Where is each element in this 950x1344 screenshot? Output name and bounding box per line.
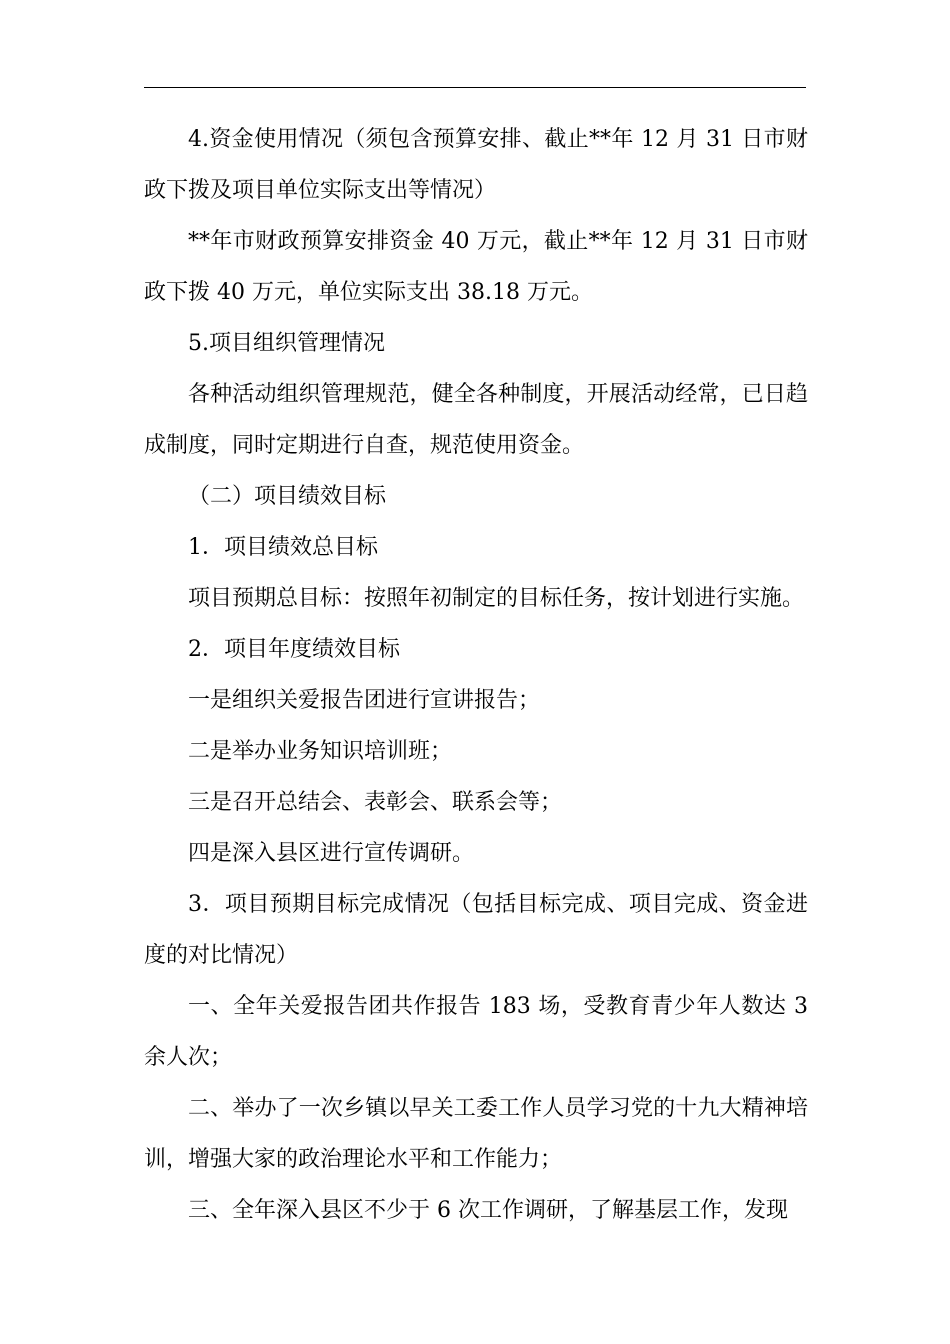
paragraph-completion-heading: 3．项目预期目标完成情况（包括目标完成、项目完成、资金进度的对比情况） bbox=[144, 892, 808, 968]
header-rule bbox=[144, 87, 806, 88]
paragraph-management-detail: 各种活动组织管理规范，健全各种制度，开展活动经常，已日趋成制度，同时定期进行自查，规范使用资金。 bbox=[144, 382, 808, 458]
paragraph-completion-3: 三、全年深入县区不少于 6 次工作调研，了解基层工作，发现 bbox=[188, 1198, 788, 1223]
list-item-goal-3: 三是召开总结会、表彰会、联系会等； bbox=[188, 790, 563, 815]
list-item-goal-4: 四是深入县区进行宣传调研。 bbox=[188, 841, 475, 866]
paragraph-overall-goal-heading: 1．项目绩效总目标 bbox=[188, 535, 378, 560]
list-item-goal-2: 二是举办业务知识培训班； bbox=[188, 739, 453, 764]
paragraph-completion-2: 二、举办了一次乡镇以早关工委工作人员学习党的十九大精神培训，增强大家的政治理论水平和工作能力； bbox=[144, 1096, 808, 1172]
paragraph-completion-1: 一、全年关爱报告团共作报告 183 场，受教育青少年人数达 3 余人次； bbox=[144, 994, 808, 1070]
paragraph-annual-goal-heading: 2．项目年度绩效目标 bbox=[188, 637, 400, 662]
paragraph-overall-goal-detail: 项目预期总目标：按照年初制定的目标任务，按计划进行实施。 bbox=[188, 586, 805, 611]
paragraph-funds-usage-detail: **年市财政预算安排资金 40 万元，截止**年 12 月 31 日市财政下拨 40 万元，单位实际支出 38.18 万元。 bbox=[144, 229, 808, 305]
section-heading-performance-goals: （二）项目绩效目标 bbox=[188, 484, 387, 509]
paragraph-funds-usage-heading: 4.资金使用情况（须包含预算安排、截止**年 12 月 31 日市财政下拨及项目单位实际支出等情况） bbox=[144, 127, 808, 203]
document-body bbox=[144, 114, 808, 1236]
paragraph-management-heading: 5.项目组织管理情况 bbox=[188, 331, 385, 356]
list-item-goal-1: 一是组织关爱报告团进行宣讲报告； bbox=[188, 688, 541, 713]
